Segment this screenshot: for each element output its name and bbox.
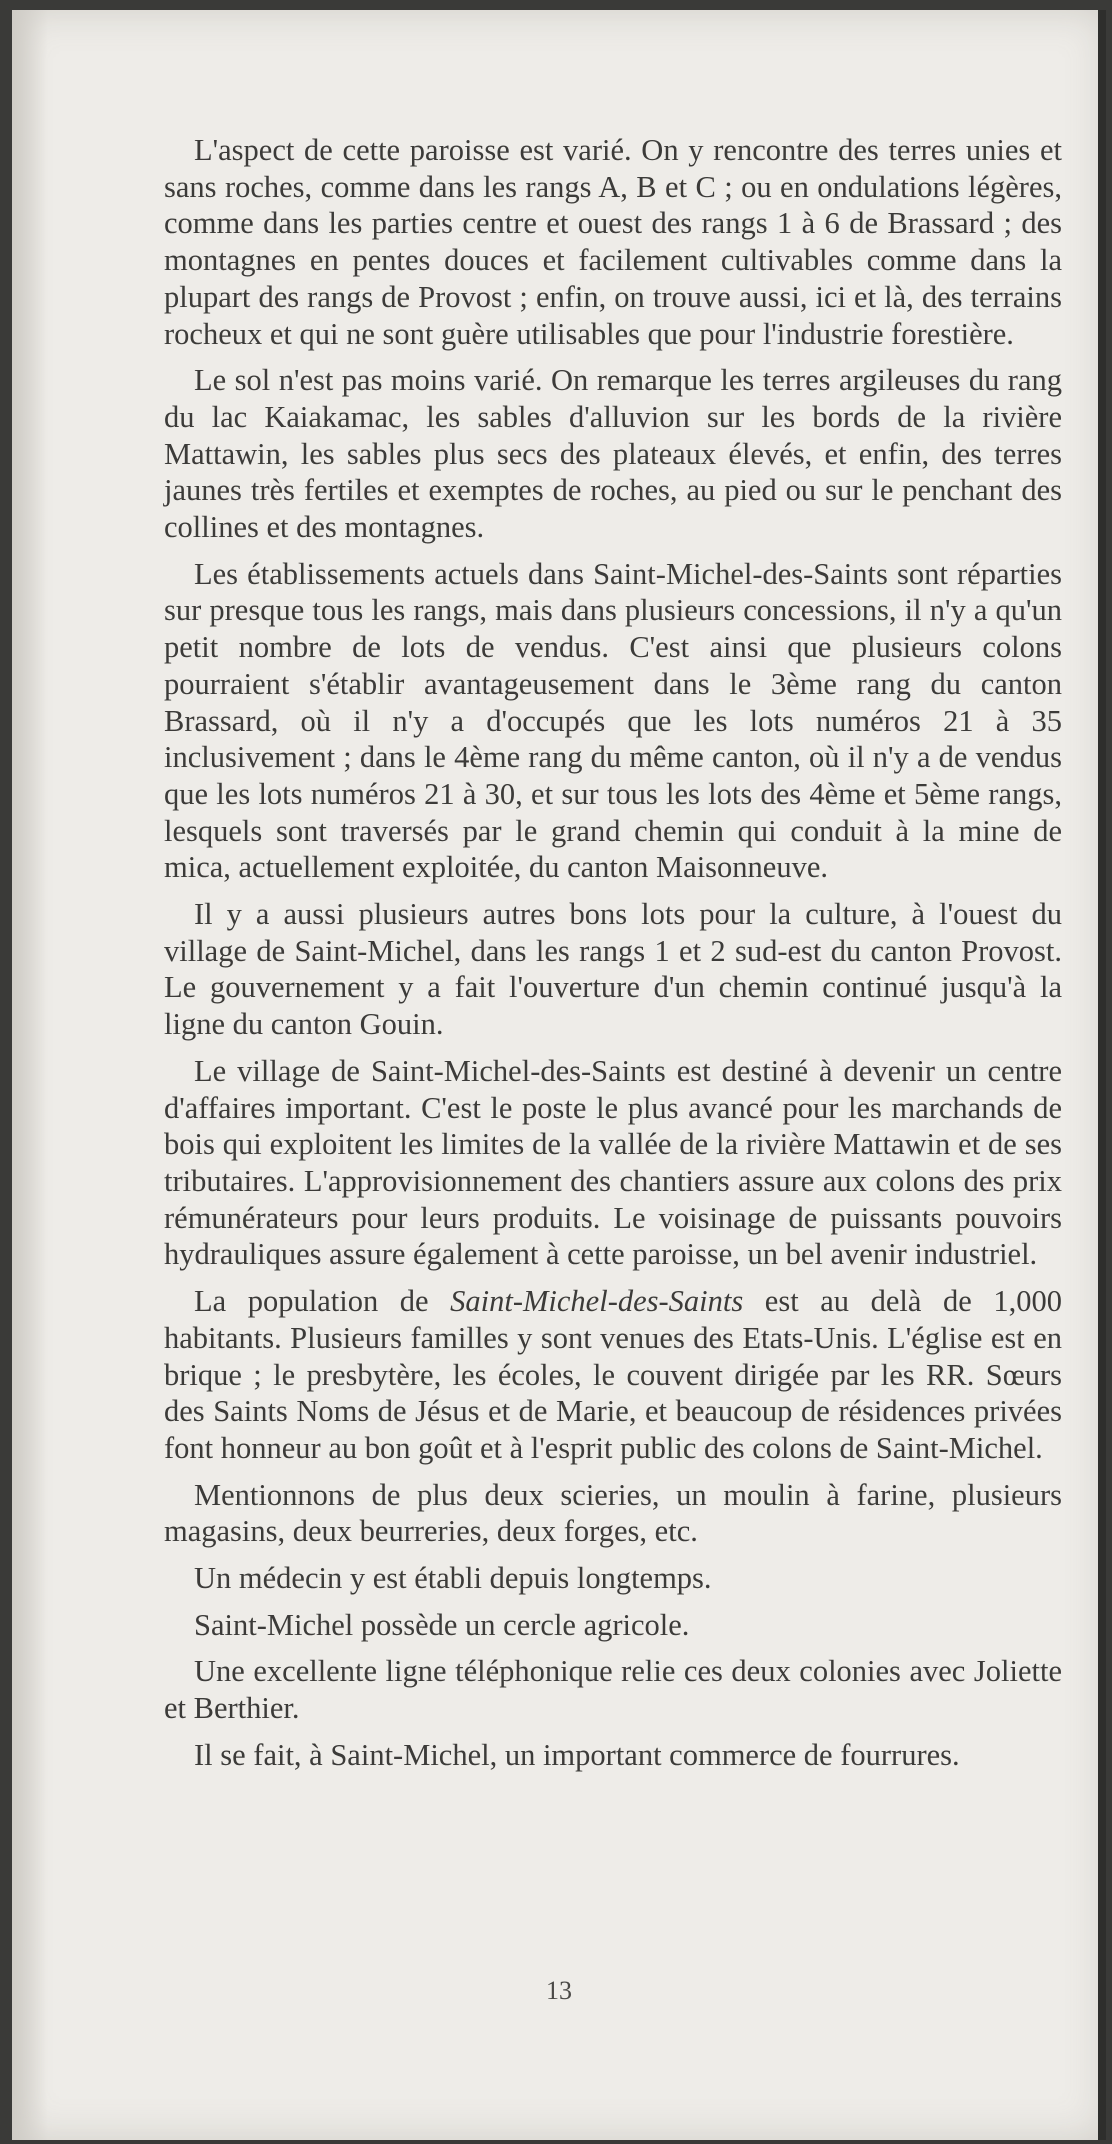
paragraph-cercle: Saint-Michel possède un cercle agricole.: [194, 1607, 690, 1642]
paragraph-sol: Le sol n'est pas moins varié. On remarque les terres argileuses du rang du lac Kaiakamac, les sables d'alluvion sur les bords de la rivière Mattawin, les sables plus secs des plateaux élevés, et enfin, des terres jaunes très fertiles et exemptes de roches, au pied ou sur le penchant des collines et des montagnes.: [164, 363, 1062, 545]
paragraph-lots: Il y a aussi plusieurs autres bons lots pour la culture, à l'ouest du village de Saint-Michel, dans les rangs 1 et 2 sud-est du canton Provost. Le gouvernement y a fait l'ouverture d'un chemin continué jusqu'à la ligne du canton Gouin.: [164, 897, 1062, 1042]
population-parish-name: Saint-Michel-des-Saints: [450, 1284, 744, 1319]
paragraph-medecin: Un médecin y est établi depuis longtemps.: [194, 1561, 712, 1596]
body-text: [164, 132, 1062, 1784]
paragraph-telephone: Une excellente ligne téléphonique relie ces deux colonies avec Joliette et Berthier.: [164, 1654, 1062, 1726]
page-number: 13: [546, 1976, 572, 2005]
page-edge: [1098, 10, 1106, 2140]
population-text-before: La population de: [194, 1284, 451, 1319]
paragraph-population: [164, 1283, 1062, 1467]
population-text-after: est au delà de 1,000 habitants. Plusieurs familles y sont venues des Etats-Unis. L'église est en brique ; le presbytère, les écoles, le couvent dirigée par les RR. Sœurs des Saints Noms de Jésus et de Marie, et beaucoup de résidences privées font honneur au bon goût et à l'esprit public des colons de Saint-Michel.: [164, 1284, 1062, 1465]
document-page: [12, 10, 1106, 2140]
paragraph-etablissements: Les établissements actuels dans Saint-Michel-des-Saints sont réparties sur presque tous les rangs, mais dans plusieurs concessions, il n'y a qu'un petit nombre de lots de vendus. C'est ainsi que plusieurs colons pourraient s'établir avantageusement dans le 3ème rang du canton Brassard, où il n'y a d'occupés que les lots numéros 21 à 35 inclusivement ; dans le 4ème rang du même canton, où il n'y a de vendus que les lots numéros 21 à 30, et sur tous les lots des 4ème et 5ème rangs, lesquels sont traversés par le grand chemin qui conduit à la mine de mica, actuellement exploitée, du canton Maisonneuve.: [164, 556, 1062, 885]
paragraph-aspect: L'aspect de cette paroisse est varié. On y rencontre des terres unies et sans roches, comme dans les rangs A, B et C ; ou en ondulations légères, comme dans les parties centre et ouest des rangs 1 à 6 de Brassard ; des montagnes en pentes douces et facilement cultivables comme dans la plupart des rangs de Provost ; enfin, on trouve aussi, ici et là, des terrains rocheux et qui ne sont guère utilisables que pour l'industrie forestière.: [164, 133, 1062, 351]
paragraph-scieries: Mentionnons de plus deux scieries, un moulin à farine, plusieurs magasins, deux beurreries, deux forges, etc.: [164, 1477, 1062, 1549]
paragraph-village: Le village de Saint-Michel-des-Saints est destiné à devenir un centre d'affaires important. C'est le poste le plus avancé pour les marchands de bois qui exploitent les limites de la vallée de la rivière Mattawin et de ses tributaires. L'approvisionnement des chantiers assure aux colons des prix rémunérateurs pour leurs produits. Le voisinage de puissants pouvoirs hydrauliques assure également à cette paroisse, un bel avenir industriel.: [164, 1053, 1062, 1272]
paragraph-fourrures: Il se fait, à Saint-Michel, un important commerce de fourrures.: [194, 1737, 960, 1772]
